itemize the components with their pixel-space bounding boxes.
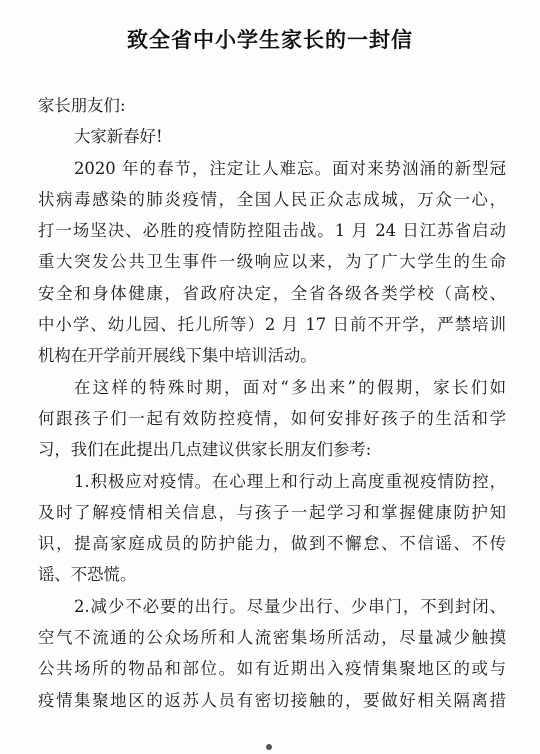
letter-body: [38, 90, 506, 716]
page-title: 致全省中小学生家长的一封信: [127, 28, 413, 52]
paragraph-4-line: 疫情集聚地区的返苏人员有密切接触的，要做好相关隔离措: [38, 690, 506, 710]
paragraph-4-line: 2.减少不必要的出行。尽量少出行、少串门，不到封闭、: [74, 596, 506, 616]
paragraph-2-line: 习，我们在此提出几点建议供家长朋友们参考:: [38, 440, 372, 460]
paragraph-3-line: 及时了解疫情相关信息，与孩子一起学习和掌握健康防护知: [38, 502, 506, 522]
paragraph-1-line: 中小学、幼儿园、托儿所等）2 月 17 日前不开学，严禁培训: [38, 315, 506, 335]
page-number-mark: [266, 744, 272, 750]
paragraph-1-line: 打一场坚决、必胜的疫情防控阻击战。1 月 24 日江苏省启动: [38, 221, 506, 241]
paragraph-3-line: 谣、不恐慌。: [38, 565, 137, 585]
paragraph-1-line: 机构在开学前开展线下集中培训活动。: [38, 346, 317, 366]
paragraph-4-line: 空气不流通的公众场所和人流密集场所活动，尽量减少触摸: [38, 628, 506, 648]
paragraph-3-line: 识，提高家庭成员的防护能力，做到不懈怠、不信谣、不传: [38, 534, 506, 554]
paragraph-2-line: 在这样的特殊时期，面对“多出来”的假期，家长们如: [74, 377, 506, 397]
paragraph-1-line: 状病毒感染的肺炎疫情，全国人民正众志成城，万众一心，: [38, 189, 506, 209]
paragraph-1-line: 2020 年的春节，注定让人难忘。面对来势汹涌的新型冠: [74, 158, 506, 178]
greeting: 大家新春好!: [74, 127, 163, 147]
paragraph-1-line: 重大突发公共卫生事件一级响应以来，为了广大学生的生命: [38, 252, 506, 272]
paragraph-2-line: 何跟孩子们一起有效防控疫情，如何安排好孩子的生活和学: [38, 408, 506, 428]
paragraph-3-line: 1.积极应对疫情。在心理上和行动上高度重视疫情防控，: [74, 471, 506, 491]
paragraph-1-line: 安全和身体健康，省政府决定，全省各级各类学校（高校、: [38, 283, 506, 303]
paragraph-4-line: 公共场所的物品和部位。如有近期出入疫情集聚地区的或与: [38, 659, 506, 679]
salutation: 家长朋友们:: [38, 96, 126, 115]
